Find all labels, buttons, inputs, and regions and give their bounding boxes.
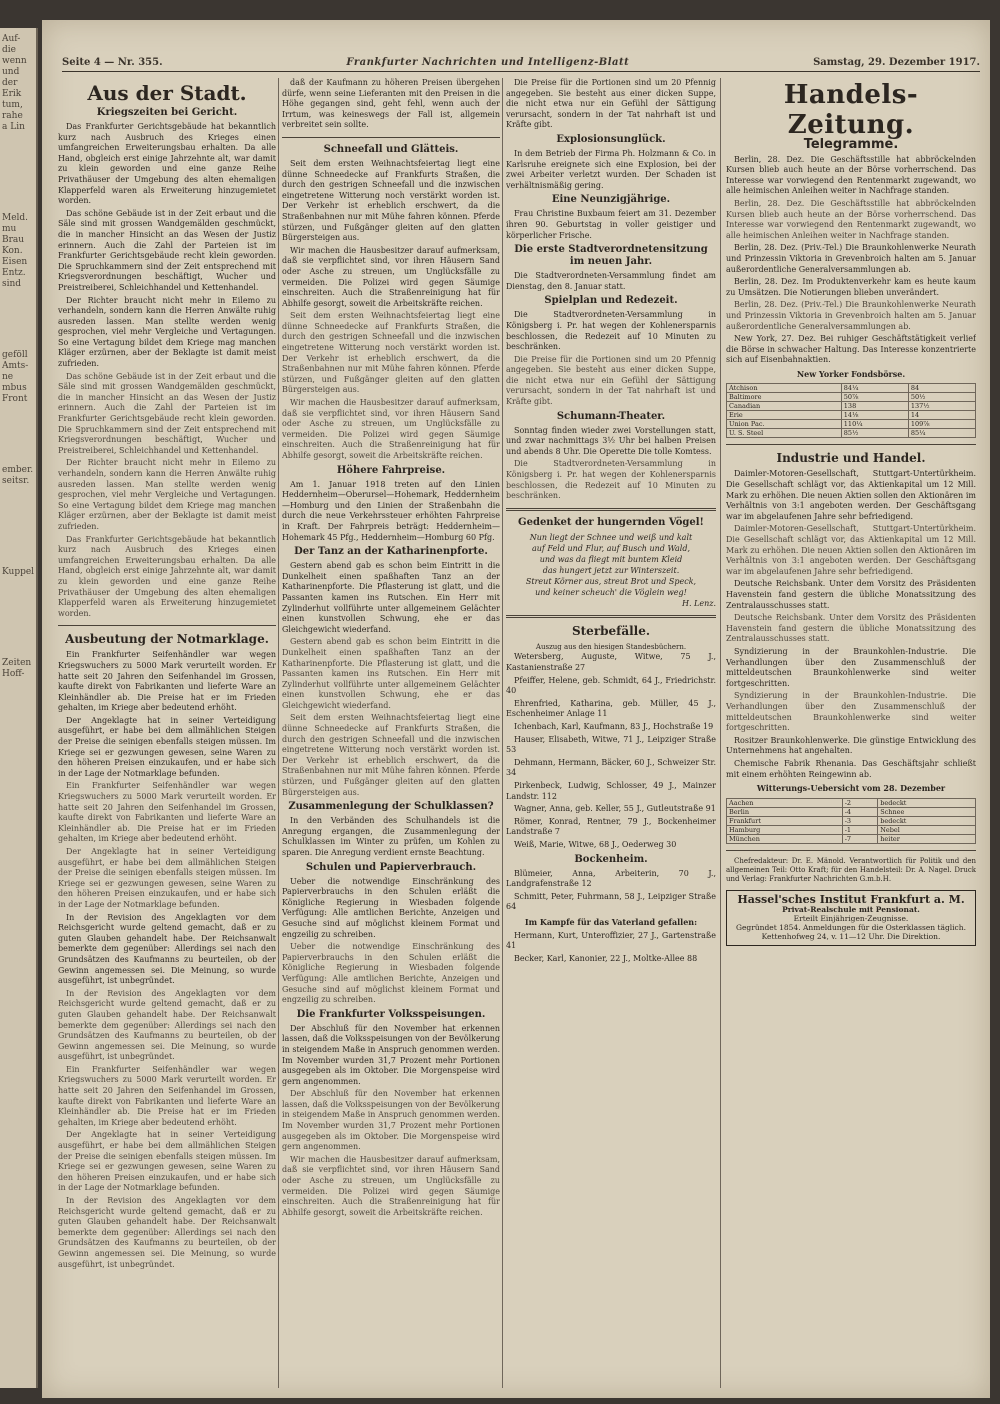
prev-page-word: wenn bbox=[2, 56, 27, 66]
table-cell: Canadian bbox=[727, 402, 842, 411]
article-heading: Bockenheim. bbox=[574, 853, 648, 865]
article-paragraph: Deutsche Reichsbank. Unter dem Vorsitz des Präsidenten Havenstein fand gestern die übliche Monatssitzung des Zentralausschusses statt. bbox=[726, 613, 976, 644]
prev-page-word: mbus bbox=[2, 383, 27, 393]
table-cell: München bbox=[727, 834, 843, 843]
article-paragraph: Die Preise für die Portionen sind um 20 Pfennig angegeben. Sie besteht aus einer dicken Suppe, die nicht etwa nur ein Gefühl der Sättigung verursacht, sondern in der Tat nahrhaft ist und Kräfte gibt. bbox=[506, 354, 716, 407]
table-cell: 50½ bbox=[908, 393, 975, 402]
table-cell: 85½ bbox=[841, 429, 908, 438]
article-heading: Die erste Stadtverordnetensitzung im neuen Jahr. bbox=[514, 244, 708, 268]
article-paragraph: Am 1. Januar 1918 treten auf den Linien Heddernheim—Oberursel—Hohemark, Heddernheim—Homburg und den Linien der Straßenbahn die durch die neue Verkehrssteuer erhöhten Fahrpreise in Kraft. Der Fahrpreis beträgt: Heddernheim—Hohemark 45 Pfg., Heddernheim—Homburg 60 Pfg. bbox=[282, 479, 500, 542]
death-entry: Hauser, Elisabeth, Witwe, 71 J., Leipziger Straße 53 bbox=[506, 734, 716, 755]
article-paragraph: daß der Kaufmann zu höheren Preisen übergehen dürfe, wenn seine Lieferanten mit den Preisen in die Höhe gegangen sind, geht fehl, wenn auch der Irrtum, was keineswegs der Fall ist, allgemein verbreitet sein sollte. bbox=[282, 78, 500, 130]
table-row bbox=[727, 420, 976, 429]
table-row bbox=[727, 393, 976, 402]
article-paragraph: Der Richter braucht nicht mehr in Eilemo zu verhandeln, sondern kann die Herren Anwälte ruhig ausreden lassen. Man stellte werden wenig gesprochen, viel mehr Vergleiche und Vertagungen. So eine Vertagung bildet dem Kriege mag manchen Kläger erzürnen, aber der Beklagte ist damit meist zufrieden. bbox=[58, 458, 276, 531]
article-heading: Schulen und Papierverbrauch. bbox=[305, 861, 477, 873]
article-paragraph: Der Angeklagte hat in seiner Verteidigung ausgeführt, er habe bei dem allmählichen Steigen der Preise die seinigen ebenfalls steigen müssen. Im Kriege sei er gezwungen gewesen, seine Waren zu den höheren Preisen einzukaufen, und er habe sich in der Lage der Notmarklage befunden. bbox=[58, 1130, 276, 1193]
death-entry: Blümeier, Anna, Arbeiterin, 70 J., Landgrafenstraße 12 bbox=[506, 868, 716, 889]
article-paragraph: Daimler-Motoren-Gesellschaft, Stuttgart-Untertürkheim. Die Gesellschaft schlägt vor, das Aktienkapital um 12 Mill. Mark zu erhöhen. Die neuen Aktien sollen den Aktionären im Verhältnis von 3:1 angeboten werden. Der Geschäftsgang war im abgelaufenen Jahre sehr befriedigend. bbox=[726, 524, 976, 576]
table-cell: Berlin bbox=[727, 807, 843, 816]
weather-table bbox=[726, 798, 976, 844]
article-paragraph: Daimler-Motoren-Gesellschaft, Stuttgart-Untertürkheim. Die Gesellschaft schlägt vor, das Aktienkapital um 12 Mill. Mark zu erhöhen. Die neuen Aktien sollen den Aktionären im Verhältnis von 3:1 angeboten werden. Der Geschäftsgang war im abgelaufenen Jahre sehr befriedigend. bbox=[726, 469, 976, 521]
prev-page-word: Zeiten bbox=[2, 658, 32, 668]
column-rule bbox=[502, 78, 503, 1388]
deaths-intro: Auszug aus den hiesigen Standesbüchern. bbox=[535, 642, 687, 651]
death-entry: Pfeiffer, Helene, geb. Schmidt, 64 J., Friedrichstr. 40 bbox=[506, 675, 716, 696]
divider bbox=[282, 137, 500, 138]
column-local-news-2 bbox=[282, 78, 500, 1388]
ad-line: Erteilt Einjährigen-Zeugnisse. bbox=[793, 914, 909, 924]
article-paragraph: Der Richter braucht nicht mehr in Eilemo zu verhandeln, sondern kann die Herren Anwälte ruhig ausreden lassen. Man stellte werden wenig gesprochen, viel mehr Vergleiche und Vertagungen. So eine Vertagung bildet dem Kriege mag manchen Kläger erzürnen, aber der Beklagte ist damit meist zufrieden. bbox=[58, 295, 276, 369]
table-title: New Yorker Fondsbörse. bbox=[796, 368, 906, 379]
article-paragraph: Gestern abend gab es schon beim Eintritt in die Dunkelheit einen spaßhaften Tanz an der Katharinenpforte. Die Pflasterung ist glatt, und die Passanten kamen ins Rutschen. Ein Herr mit Zylinderhut vollführte unter allgemeinem Gelächter einen kunstvollen Schwung, ehe er das Gleichgewicht wiederfand. bbox=[282, 637, 500, 710]
article-paragraph: Seit dem ersten Weihnachtsfeiertag liegt eine dünne Schneedecke auf Frankfurts Straßen, die durch den gestrigen Schneefall und die inzwischen eingetretene Witterung noch verstärkt worden ist. Der Verkehr ist erheblich erschwert, da die Straßenbahnen nur mit Mühe fahren können. Pferde stürzen, und Fußgänger gleiten auf den glatten Bürgersteigen aus. bbox=[282, 158, 500, 243]
table-cell: 84¼ bbox=[841, 384, 908, 393]
divider bbox=[506, 615, 716, 618]
article-paragraph: Seit dem ersten Weihnachtsfeiertag liegt eine dünne Schneedecke auf Frankfurts Straßen, die durch den gestrigen Schneefall und die inzwischen eingetretene Witterung noch verstärkt worden ist. Der Verkehr ist erheblich erschwert, da die Straßenbahnen nur mit Mühe fahren können. Pferde stürzen, und Fußgänger gleiten auf den glatten Bürgersteigen aus. bbox=[282, 311, 500, 395]
column-business bbox=[726, 78, 976, 1388]
article-paragraph: In der Revision des Angeklagten vor dem Reichsgericht wurde geltend gemacht, daß er zu guten Glauben gehandelt habe. Der Reichsanwalt bemerkte dem gegenüber: Allerdings sei nach den Grundsätzen des Kaufmanns zu beurteilen, ob der Gewinn angemessen sei. Die Meinung, so wurde ausgeführt, ist unbegründet. bbox=[58, 988, 276, 1062]
section-title: Industrie und Handel. bbox=[776, 451, 926, 466]
poem-author: H. Lenz. bbox=[681, 598, 716, 608]
article-paragraph: Sonntag finden wieder zwei Vorstellungen statt, und zwar nachmittags 3½ Uhr bei halben Preisen und abends 8 Uhr. Die Operette Die tolle Komtess. bbox=[506, 425, 716, 456]
table-cell: Aachen bbox=[727, 798, 843, 807]
article-paragraph: Ueber die notwendige Einschränkung des Papierverbrauchs in den Schulen erläßt die Königliche Regierung in Wiesbaden folgende Verfügung: Alle amtlichen Berichte, Anzeigen und Gesuche sind auf möglichst kleinem Format und engzeilig zu schreiben. bbox=[282, 942, 500, 1005]
death-entry: Pirkenbeck, Ludwig, Schlosser, 49 J., Mainzer Landstr. 112 bbox=[506, 780, 716, 801]
article-paragraph: Die Preise für die Portionen sind um 20 Pfennig angegeben. Sie besteht aus einer dicken Suppe, die nicht etwa nur ein Gefühl der Sättigung verursacht, sondern in der Tat nahrhaft ist und Kräfte gibt. bbox=[506, 78, 716, 130]
editor-imprint: Chefredakteur: Dr. E. Mänold. Verantwortlich für Politik und den allgemeinen Teil: Otto Kraft; für den Handelsteil: Dr. A. Nagel. Druck und Verlag: Frankfurter Nachrichten G.m.b.H. bbox=[726, 856, 976, 883]
article-paragraph: Wir machen die Hausbesitzer darauf aufmerksam, daß sie verpflichtet sind, vor ihren Häusern Sand oder Asche zu streuen, um Unglücksfälle zu vermeiden. Die Polizei wird gegen Säumige einschreiten. Auch die Straßenreinigung hat für Abhilfe gesorgt, soweit die Arbeitskräfte reichen. bbox=[282, 398, 500, 460]
ad-line: Gegründet 1854. Anmeldungen für die Osterklassen täglich. Kettenhofweg 24, v. 11—12 Uhr. Die Direktion. bbox=[736, 923, 966, 942]
prev-page-word: sind bbox=[2, 279, 22, 289]
poem-line: auf Feld und Flur, auf Busch und Wald, bbox=[532, 543, 690, 553]
prev-page-word: a Lin bbox=[2, 122, 25, 132]
article-paragraph: New York, 27. Dez. Bei ruhiger Geschäftstätigkeit verlief die Börse in schwacher Haltung. Das Interesse konzentrierte sich auf Eisenbahnaktien. bbox=[726, 334, 976, 365]
death-entry: Weiß, Marie, Witwe, 68 J., Oederweg 30 bbox=[514, 839, 677, 849]
table-cell: Baltimore bbox=[727, 393, 842, 402]
article-paragraph: Der Angeklagte hat in seiner Verteidigung ausgeführt, er habe bei dem allmählichen Steigen der Preise die seinigen ebenfalls steigen müssen. Im Kriege sei er gezwungen gewesen, seine Waren zu den höheren Preisen einzukaufen, und er habe sich in der Lage der Notmarklage befunden. bbox=[58, 715, 276, 778]
death-entry: Becker, Karl, Kanonier, 22 J., Moltke-Allee 88 bbox=[514, 954, 698, 964]
prev-page-word: Hoff- bbox=[2, 669, 25, 679]
column-rule bbox=[720, 78, 721, 1388]
article-paragraph: In der Revision des Angeklagten vor dem Reichsgericht wurde geltend gemacht, daß er zu guten Glauben gehandelt habe. Der Reichsanwalt bemerkte dem gegenüber: Allerdings sei nach den Grundsätzen des Kaufmanns zu beurteilen, ob der Gewinn angemessen sei. Die Meinung, so wurde ausgeführt, ist unbegründet. bbox=[58, 912, 276, 986]
article-paragraph: Ein Frankfurter Seifenhändler war wegen Kriegswuchers zu 5000 Mark verurteilt worden. Er hatte seit 20 Jahren den Seifenhandel im Grossen, kaufte direkt von Fabrikanten und lieferte Ware an Kleinhändler ab. Die Preise hat er im Frieden gehalten, im Kriege aber bedeutend erhöht. bbox=[58, 650, 276, 713]
article-paragraph: Syndizierung in der Braunkohlen-Industrie. Die Verhandlungen über den Zusammenschluß der mitteldeutschen Braunkohlenwerke sind weiter fortgeschritten. bbox=[726, 691, 976, 733]
death-entry: Römer, Konrad, Rentner, 79 J., Bockenheimer Landstraße 7 bbox=[506, 816, 716, 837]
divider bbox=[726, 444, 976, 445]
divider bbox=[726, 850, 976, 851]
article-paragraph: Chemische Fabrik Rhenania. Das Geschäftsjahr schließt mit einem erhöhten Reingewinn ab. bbox=[726, 758, 976, 779]
article-paragraph: Der Abschluß für den November hat erkennen lassen, daß die Volksspeisungen von der Bevölkerung in steigendem Maße in Anspruch genommen werden. Im November wurden 31,7 Prozent mehr Portionen ausgegeben als im Oktober. Die Morgenspeise wird gern angenommen. bbox=[282, 1089, 500, 1152]
death-entry: Hermann, Kurt, Unteroffizier, 27 J., Gartenstraße 41 bbox=[506, 930, 716, 951]
article-heading: Schumann-Theater. bbox=[556, 410, 666, 422]
table-cell: 109⅞ bbox=[908, 420, 975, 429]
table-row bbox=[727, 411, 976, 420]
article-paragraph: Gestern abend gab es schon beim Eintritt in die Dunkelheit einen spaßhaften Tanz an der Katharinenpforte. Die Pflasterung ist glatt, und die Passanten kamen ins Rutschen. Ein Herr mit Zylinderhut vollführte unter allgemeinem Gelächter einen kunstvollen Schwung, ehe er das Gleichgewicht wiederfand. bbox=[282, 561, 500, 634]
article-paragraph: Frau Christine Buxbaum feiert am 31. Dezember ihren 90. Geburtstag in voller geistiger und körperlicher Frische. bbox=[506, 209, 716, 240]
poem-line: das hungert jetzt zur Winterszeit. bbox=[542, 565, 680, 575]
poem-title: Gedenket der hungernden Vögel! bbox=[518, 516, 704, 528]
article-paragraph: Das Frankfurter Gerichtsgebäude hat bekanntlich kurz nach Ausbruch des Krieges einen umfangreichen Erweiterungsbau erhalten. Da alle Hand, obgleich erst einige Jahrzehnte alt, war damit zu klein geworden und eine ganze Reihe Privathäuser der Umgebung des alten ehemaligen Klapperfeld waren als Erweiterung hinzugemietet worden. bbox=[58, 122, 276, 206]
advertisement bbox=[726, 890, 976, 947]
column-rule bbox=[278, 78, 279, 1388]
prev-page-word: geföll bbox=[2, 350, 28, 360]
table-cell: -1 bbox=[842, 825, 878, 834]
prev-page-word: mu bbox=[2, 224, 17, 234]
article-paragraph: Ueber die notwendige Einschränkung des Papierverbrauchs in den Schulen erläßt die Königliche Regierung in Wiesbaden folgende Verfügung: Alle amtlichen Berichte, Anzeigen und Gesuche sind auf möglichst kleinem Format und engzeilig zu schreiben. bbox=[282, 876, 500, 939]
prev-page-word: Kuppel bbox=[2, 567, 34, 577]
article-paragraph: Das Frankfurter Gerichtsgebäude hat bekanntlich kurz nach Ausbruch des Krieges einen umfangreichen Erweiterungsbau erhalten. Da alle Hand, obgleich erst einige Jahrzehnte alt, war damit zu klein geworden und eine ganze Reihe Privathäuser der Umgebung des alten ehemaligen Klapperfeld waren als Erweiterung hinzugemietet worden. bbox=[58, 534, 276, 618]
table-cell: bedeckt bbox=[878, 798, 976, 807]
table-cell: heiter bbox=[878, 834, 976, 843]
table-cell: bedeckt bbox=[878, 816, 976, 825]
death-entry: Ichenbach, Karl, Kaufmann, 83 J., Hochstraße 19 bbox=[514, 721, 714, 731]
table-cell: Union Pac. bbox=[727, 420, 842, 429]
poem-line: und keiner scheuch' die Vöglein weg! bbox=[535, 587, 687, 597]
article-paragraph: In der Revision des Angeklagten vor dem Reichsgericht wurde geltend gemacht, daß er zu guten Glauben gehandelt habe. Der Reichsanwalt bemerkte dem gegenüber: Allerdings sei nach den Grundsätzen des Kaufmanns zu beurteilen, ob der Gewinn angemessen sei. Die Meinung, so wurde ausgeführt, ist unbegründet. bbox=[58, 1196, 276, 1269]
article-paragraph: Das schöne Gebäude ist in der Zeit erbaut und die Säle sind mit grossen Wandgemälden geschmückt, die in mancher Hinsicht an das Wesen der Justiz erinnern. Auch die Zahl der Parteien ist im Frankfurter Gerichtsgebäude recht klein geworden. Die Spruchkammern sind der Zeit entsprechend mit Kriegsverordnungen beschäftigt, Wucher und Preistreiberei, Schleichhandel und Kettenhandel. bbox=[58, 208, 276, 292]
prev-page-word: ne bbox=[2, 372, 14, 382]
prev-page-word: tum, bbox=[2, 100, 23, 110]
table-cell: 14 bbox=[908, 411, 975, 420]
table-cell: 138 bbox=[841, 402, 908, 411]
article-heading: Schneefall und Glätteis. bbox=[323, 143, 459, 155]
table-row bbox=[727, 816, 976, 825]
article-heading: Ausbeutung der Notmarklage. bbox=[65, 632, 269, 647]
table-cell: 84 bbox=[908, 384, 975, 393]
table-row bbox=[727, 402, 976, 411]
table-cell: 50⅞ bbox=[841, 393, 908, 402]
article-heading: Kriegszeiten bei Gericht. bbox=[96, 107, 238, 118]
table-cell: U. S. Steel bbox=[727, 429, 842, 438]
article-paragraph: Rositzer Braunkohlenwerke. Die günstige Entwicklung des Unternehmens hat angehalten. bbox=[726, 735, 976, 756]
table-cell: Hamburg bbox=[727, 825, 843, 834]
poem-line: Nun liegt der Schnee und weiß und kalt bbox=[529, 532, 693, 542]
article-paragraph: Berlin, 28. Dez. (Priv.-Tel.) Die Braunkohlenwerke Neurath und Prinzessin Viktoria in Grevenbroich halten am 5. Januar außerordentliche Generalversammlungen ab. bbox=[726, 243, 976, 274]
column-local-news bbox=[58, 78, 276, 1388]
article-paragraph: Die Stadtverordneten-Versammlung findet am Dienstag, den 8. Januar statt. bbox=[506, 271, 716, 291]
article-heading: Spielplan und Redezeit. bbox=[544, 295, 678, 307]
poem-line: Streut Körner aus, streut Brot und Speck, bbox=[525, 576, 697, 586]
article-paragraph: Berlin, 28. Dez. Die Geschäftsstille hat abbröckelnden Kursen blieb auch heute an der Börse vorherrschend. Das Interesse war vorwiegend den Rentenmarkt zugewandt, wo alle heimischen Anleihen weiter in Nachfrage standen. bbox=[726, 198, 976, 240]
table-cell: -7 bbox=[842, 834, 878, 843]
article-paragraph: Berlin, 28. Dez. Die Geschäftsstille hat abbröckelnden Kursen blieb auch heute an der Börse vorherrschend. Das Interesse war vorwiegend den Rentenmarkt zugewandt, wo alle heimischen Anleihen weiter in Nachfrage standen. bbox=[726, 154, 976, 196]
table-cell: Frankfurt bbox=[727, 816, 843, 825]
article-paragraph: Syndizierung in der Braunkohlen-Industrie. Die Verhandlungen über den Zusammenschluß der mitteldeutschen Braunkohlenwerke sind weiter fortgeschritten. bbox=[726, 646, 976, 688]
table-cell: 110¼ bbox=[841, 420, 908, 429]
divider bbox=[506, 508, 716, 511]
prev-page-word: Auf- bbox=[2, 34, 21, 44]
article-heading: Explosionsunglück. bbox=[556, 133, 666, 145]
table-cell: 137½ bbox=[908, 402, 975, 411]
stock-table bbox=[726, 383, 976, 438]
subsection-title: Telegramme. bbox=[803, 137, 899, 152]
death-entry: Schmitt, Peter, Fuhrmann, 58 J., Leipziger Straße 64 bbox=[506, 891, 716, 912]
table-row bbox=[727, 807, 976, 816]
article-paragraph: Wir machen die Hausbesitzer darauf aufmerksam, daß sie verpflichtet sind, vor ihren Häusern Sand oder Asche zu streuen, um Unglücksfälle zu vermeiden. Die Polizei wird gegen Säumige einschreiten. Auch die Straßenreinigung hat für Abhilfe gesorgt, soweit die Arbeitskräfte reichen. bbox=[282, 245, 500, 308]
table-cell: Erie bbox=[727, 411, 842, 420]
poem-line: und was da fliegt mit buntem Kleid bbox=[539, 554, 683, 564]
article-paragraph: Die Stadtverordneten-Versammlung in Königsberg i. Pr. hat wegen der Kohlenersparnis beschlossen, die Redezeit auf 10 Minuten zu beschränken. bbox=[506, 310, 716, 352]
table-row bbox=[727, 825, 976, 834]
table-cell: Schnee bbox=[878, 807, 976, 816]
section-title: Sterbefälle. bbox=[571, 623, 651, 638]
article-paragraph: Die Stadtverordneten-Versammlung in Königsberg i. Pr. hat wegen der Kohlenersparnis beschlossen, die Redezeit auf 10 Minuten zu beschränken. bbox=[506, 459, 716, 501]
prev-page-word: die bbox=[2, 45, 16, 55]
table-cell: Nebel bbox=[878, 825, 976, 834]
table-cell: 14⅛ bbox=[841, 411, 908, 420]
prev-page-word: rahe bbox=[2, 111, 23, 121]
article-paragraph: Seit dem ersten Weihnachtsfeiertag liegt eine dünne Schneedecke auf Frankfurts Straßen, die durch den gestrigen Schneefall und die inzwischen eingetretene Witterung noch verstärkt worden ist. Der Verkehr ist erheblich erschwert, da die Straßenbahnen nur mit Mühe fahren können. Pferde stürzen, und Fußgänger gleiten auf den glatten Bürgersteigen aus. bbox=[282, 713, 500, 797]
prev-page-word: Erik bbox=[2, 89, 22, 99]
article-paragraph: Deutsche Reichsbank. Unter dem Vorsitz des Präsidenten Havenstein fand gestern die übliche Monatssitzung des Zentralausschusses statt. bbox=[726, 579, 976, 610]
article-paragraph: Der Angeklagte hat in seiner Verteidigung ausgeführt, er habe bei dem allmählichen Steigen der Preise die seinigen ebenfalls steigen müssen. Im Kriege sei er gezwungen gewesen, seine Waren zu den höheren Preisen einzukaufen, und er habe sich in der Lage der Notmarklage befunden. bbox=[58, 847, 276, 909]
article-paragraph: Wir machen die Hausbesitzer darauf aufmerksam, daß sie verpflichtet sind, vor ihren Häusern Sand oder Asche zu streuen, um Unglücksfälle zu vermeiden. Die Polizei wird gegen Säumige einschreiten. Auch die Straßenreinigung hat für Abhilfe gesorgt, soweit die Arbeitskräfte reichen. bbox=[282, 1154, 500, 1217]
newspaper-page bbox=[42, 20, 990, 1398]
prev-page-word: Amts- bbox=[2, 361, 29, 371]
prev-page-word: Kon. bbox=[2, 246, 23, 256]
divider bbox=[58, 625, 276, 626]
article-paragraph: Der Abschluß für den November hat erkennen lassen, daß die Volksspeisungen von der Bevölkerung in steigendem Maße in Anspruch genommen werden. Im November wurden 31,7 Prozent mehr Portionen ausgegeben als im Oktober. Die Morgenspeise wird gern angenommen. bbox=[282, 1023, 500, 1086]
death-entry: Wagner, Anna, geb. Keller, 55 J., Gutleutstraße 91 bbox=[514, 804, 716, 814]
prev-page-word: und bbox=[2, 67, 20, 77]
prev-page-word: Meld. bbox=[2, 213, 29, 223]
prev-page-word: Brau bbox=[2, 235, 25, 245]
table-row bbox=[727, 798, 976, 807]
article-paragraph: Berlin, 28. Dez. (Priv.-Tel.) Die Braunkohlenwerke Neurath und Prinzessin Viktoria in Grevenbroich halten am 5. Januar außerordentliche Generalversammlungen ab. bbox=[726, 300, 976, 331]
prev-page-word: Entz. bbox=[2, 268, 26, 278]
article-paragraph: Berlin, 28. Dez. Im Produktenverkehr kam es heute kaum zu Umsätzen. Die Notierungen blieben unverändert. bbox=[726, 277, 976, 297]
article-paragraph: Ein Frankfurter Seifenhändler war wegen Kriegswuchers zu 5000 Mark verurteilt worden. Er hatte seit 20 Jahren den Seifenhandel im Grossen, kaufte direkt von Fabrikanten und lieferte Ware an Kleinhändler ab. Die Preise hat er im Frieden gehalten, im Kriege aber bedeutend erhöht. bbox=[58, 781, 276, 844]
column-local-news-3 bbox=[506, 78, 716, 1388]
prev-page-word: ember. bbox=[2, 465, 34, 475]
table-cell: -4 bbox=[842, 807, 878, 816]
article-paragraph: Ein Frankfurter Seifenhändler war wegen Kriegswuchers zu 5000 Mark verurteilt worden. Er hatte seit 20 Jahren den Seifenhandel im Grossen, kaufte direkt von Fabrikanten und lieferte Ware an Kleinhändler ab. Die Preise hat er im Frieden gehalten, im Kriege aber bedeutend erhöht. bbox=[58, 1064, 276, 1127]
section-title: Aus der Stadt. bbox=[87, 81, 247, 105]
prev-page-word: Eisen bbox=[2, 257, 28, 267]
section-title: Handels-Zeitung. bbox=[783, 80, 919, 140]
article-paragraph: In dem Betrieb der Firma Ph. Holzmann & Co. in Karlsruhe ereignete sich eine Explosion, bei der zwei Arbeiter verletzt wurden. Der Schaden ist verhältnismäßig gering. bbox=[506, 148, 716, 190]
article-heading: Zusammenlegung der Schulklassen? bbox=[288, 801, 494, 813]
death-entry: Ehrenfried, Katharina, geb. Müller, 45 J., Eschenheimer Anlage 11 bbox=[506, 698, 716, 719]
table-cell: 85¼ bbox=[908, 429, 975, 438]
death-entry: Wetersberg, Auguste, Witwe, 75 J., Kastanienstraße 27 bbox=[506, 652, 716, 672]
table-cell: -3 bbox=[842, 816, 878, 825]
table-row bbox=[727, 834, 976, 843]
issue-date: Samstag, 29. Dezember 1917. bbox=[813, 57, 980, 68]
poem bbox=[506, 532, 716, 609]
article-paragraph: In den Verbänden des Schulhandels ist die Anregung ergangen, die Zusammenlegung der Schulklassen im Winter zu prüfen, um Kohlen zu sparen. Die Anregung verdient ernste Beachtung. bbox=[282, 816, 500, 857]
death-entry: Dehmann, Hermann, Bäcker, 60 J., Schweizer Str. 34 bbox=[506, 757, 716, 778]
table-row bbox=[727, 429, 976, 438]
prev-page-word: der bbox=[2, 78, 18, 88]
newspaper-name: Frankfurter Nachrichten und Intelligenz-Blatt bbox=[346, 57, 630, 68]
article-heading: Der Tanz an der Katharinenpforte. bbox=[294, 546, 488, 558]
article-paragraph: Das schöne Gebäude ist in der Zeit erbaut und die Säle sind mit grossen Wandgemälden geschmückt, die in mancher Hinsicht an das Wesen der Justiz erinnern. Auch die Zahl der Parteien ist im Frankfurter Gerichtsgebäude recht klein geworden. Die Spruchkammern sind der Zeit entsprechend mit Kriegsverordnungen beschäftigt, Wucher und Preistreiberei, Schleichhandel und Kettenhandel. bbox=[58, 371, 276, 455]
article-heading: Höhere Fahrpreise. bbox=[336, 464, 446, 476]
article-heading: Die Frankfurter Volksspeisungen. bbox=[296, 1008, 486, 1020]
table-cell: -2 bbox=[842, 798, 878, 807]
ad-line: Privat-Realschule mit Pensionat. bbox=[782, 905, 920, 915]
weather-title: Witterungs-Uebersicht vom 28. Dezember bbox=[756, 783, 946, 794]
article-heading: Eine Neunzigjährige. bbox=[551, 194, 671, 206]
page-number: Seite 4 — Nr. 355. bbox=[62, 57, 163, 68]
ad-title: Hassel'sches Institut Frankfurt a. M. bbox=[737, 892, 965, 906]
prev-page-word: Front bbox=[2, 394, 28, 404]
masthead bbox=[62, 56, 980, 72]
article-heading: Im Kampfe für das Vaterland gefallen: bbox=[524, 916, 698, 927]
table-cell: Atchison bbox=[727, 384, 842, 393]
prev-page-word: seitsr. bbox=[2, 476, 30, 486]
table-row bbox=[727, 384, 976, 393]
previous-page-edge bbox=[0, 28, 38, 1388]
